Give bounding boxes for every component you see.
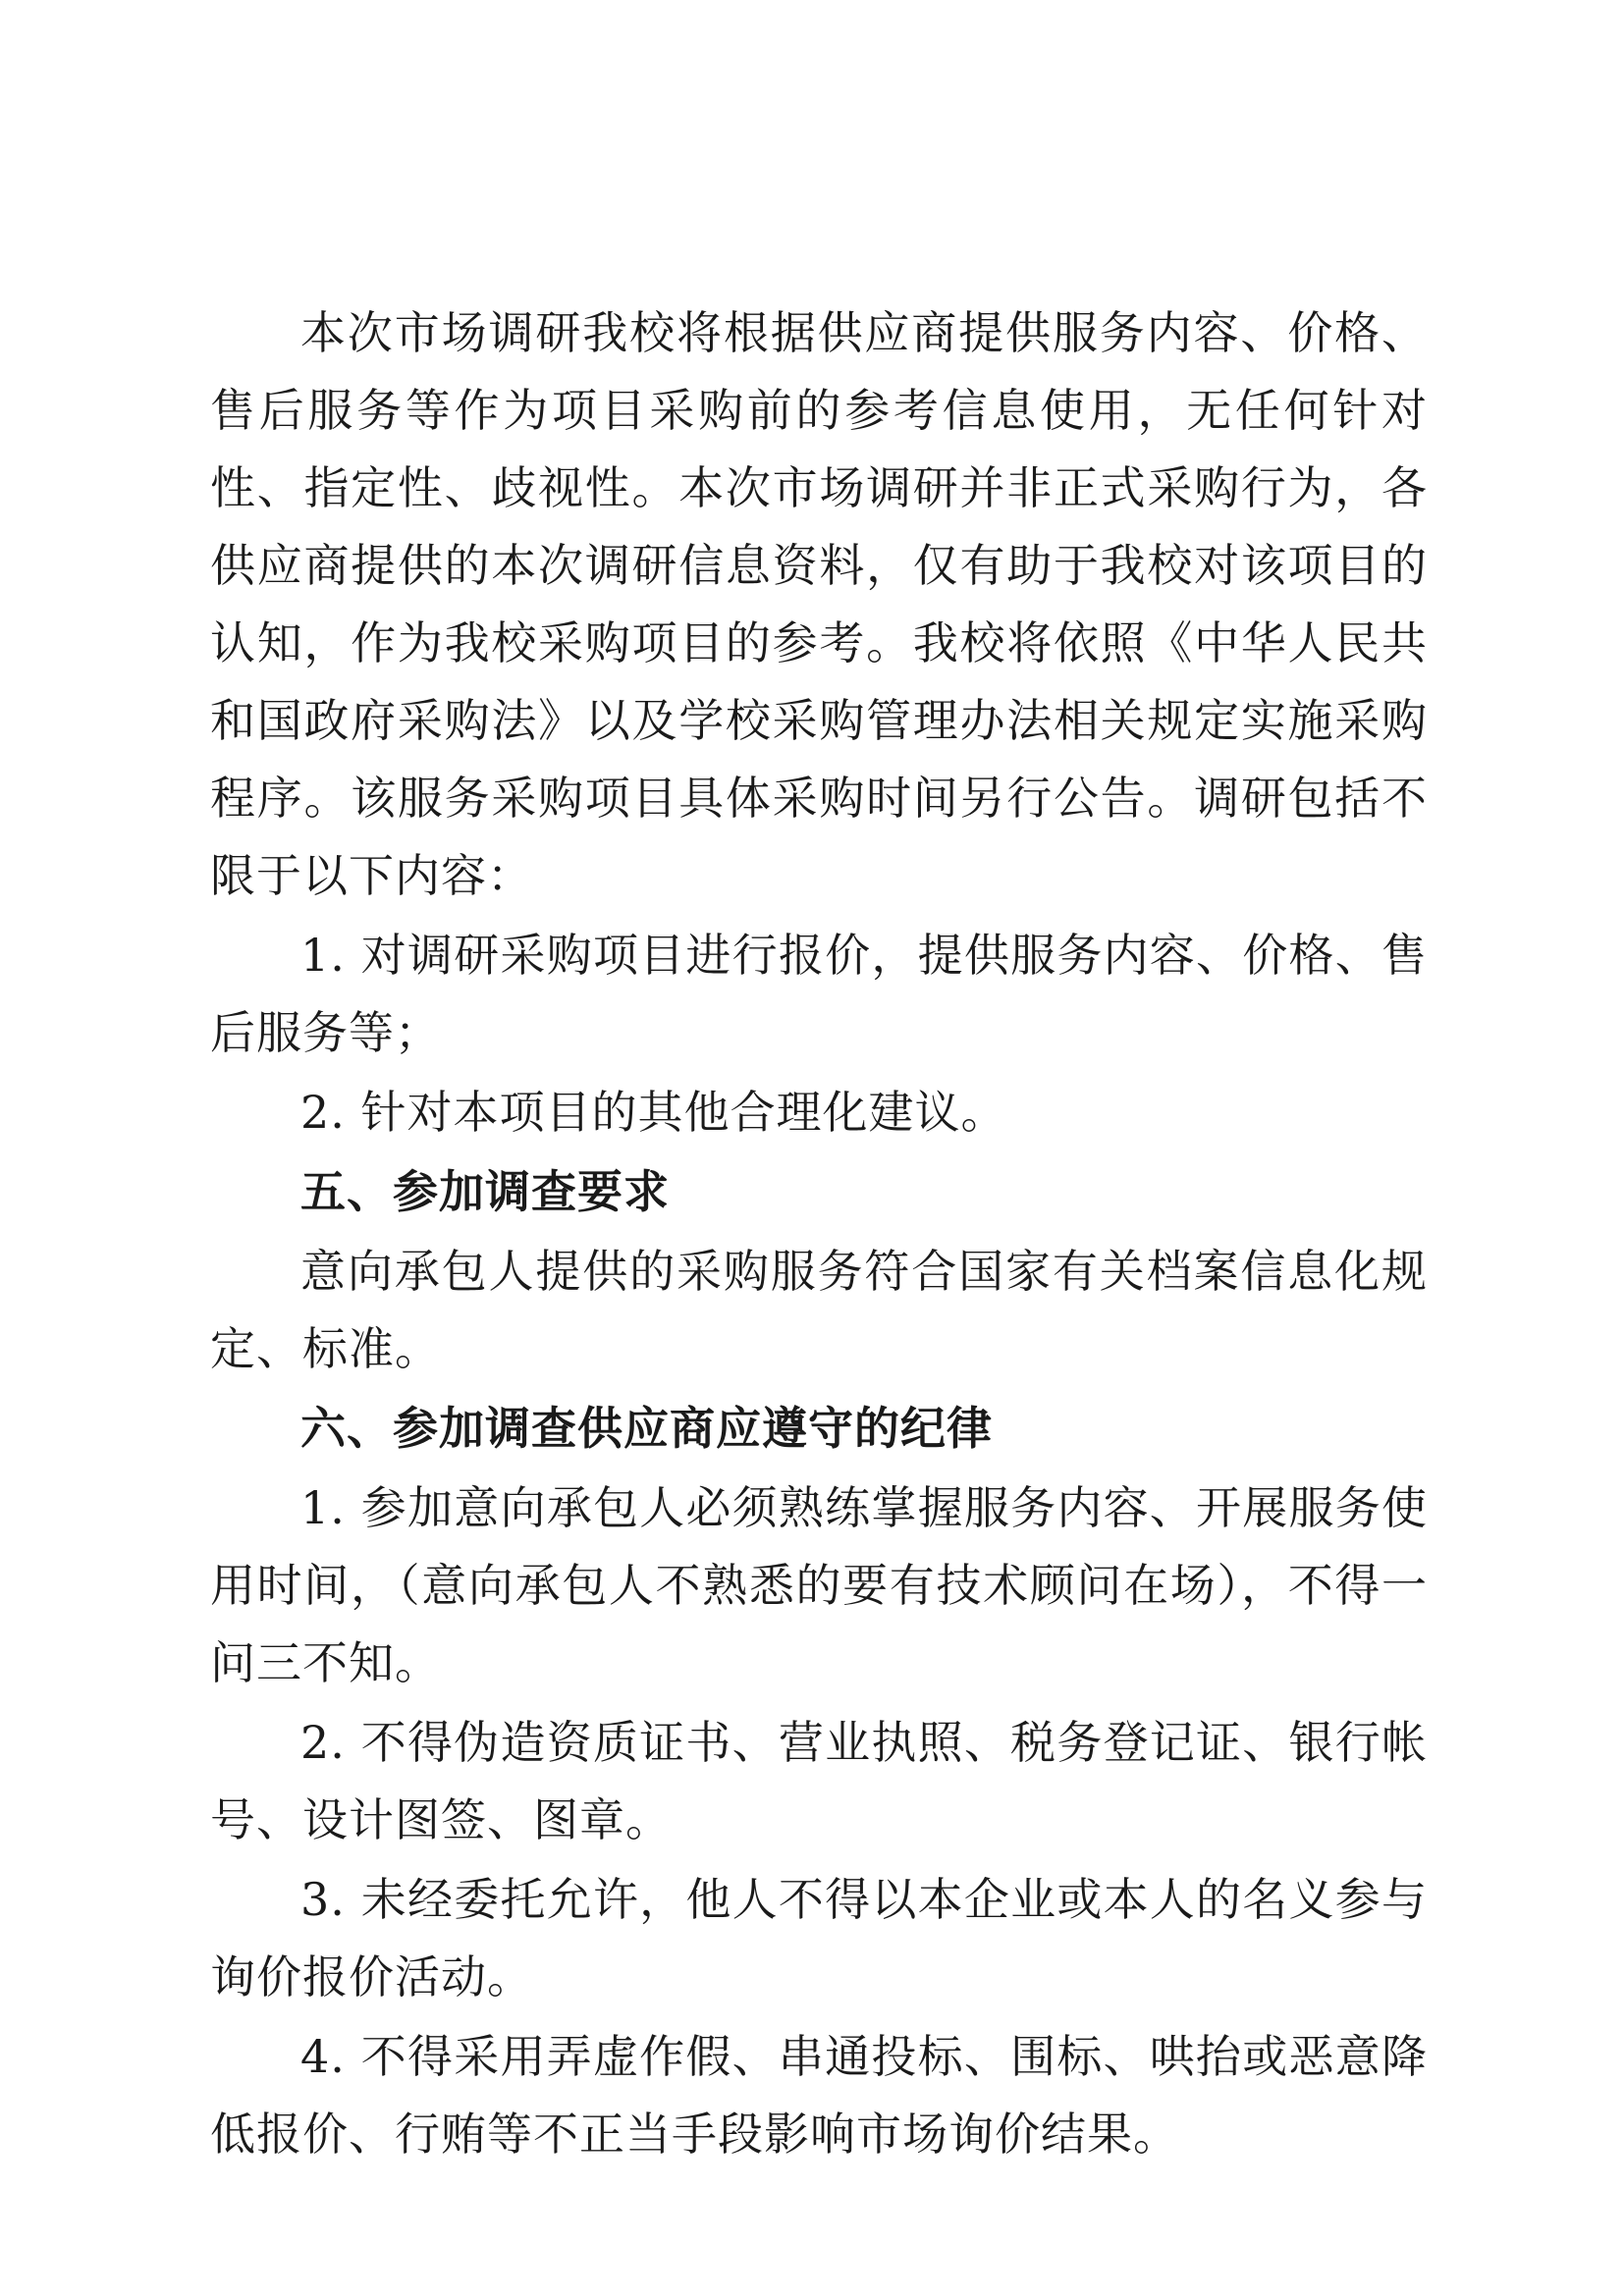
section-5-heading: 五、参加调查要求 bbox=[300, 1165, 670, 1218]
research-item-1: 1. 对调研采购项目进行报价，提供服务内容、价格、售后服务等； bbox=[210, 929, 1428, 1059]
section-5-body: 意向承包人提供的采购服务符合国家有关档案信息化规定、标准。 bbox=[210, 1245, 1428, 1375]
document-body bbox=[210, 294, 1428, 2175]
intro-paragraph: 本次市场调研我校将根据供应商提供服务内容、价格、售后服务等作为项目采购前的参考信息使用，无任何针对性、指定性、歧视性。本次市场调研并非正式采购行为，各供应商提供的本次调研信息资料，仅有助于我校对该项目的认知，作为我校采购项目的参考。我校将依照《中华人民共和国政府采购法》以及学校采购管理办法相关规定实施采购程序。该服务采购项目具体采购时间另行公告。调研包括不限于以下内容： bbox=[210, 306, 1428, 902]
discipline-item-3: 3. 未经委托允许，他人不得以本企业或本人的名义参与询价报价活动。 bbox=[210, 1873, 1428, 2003]
discipline-item-4: 4. 不得采用弄虚作假、串通投标、围标、哄抬或恶意降低报价、行贿等不正当手段影响市场询价结果。 bbox=[210, 2030, 1428, 2161]
section-6-heading: 六、参加调查供应商应遵守的纪律 bbox=[300, 1402, 993, 1455]
discipline-item-2: 2. 不得伪造资质证书、营业执照、税务登记证、银行帐号、设计图签、图章。 bbox=[210, 1716, 1428, 1846]
research-item-2: 2. 针对本项目的其他合理化建议。 bbox=[300, 1086, 1007, 1139]
discipline-item-1: 1. 参加意向承包人必须熟练掌握服务内容、开展服务使用时间，（意向承包人不熟悉的要有技术顾问在场），不得一问三不知。 bbox=[210, 1481, 1428, 1689]
